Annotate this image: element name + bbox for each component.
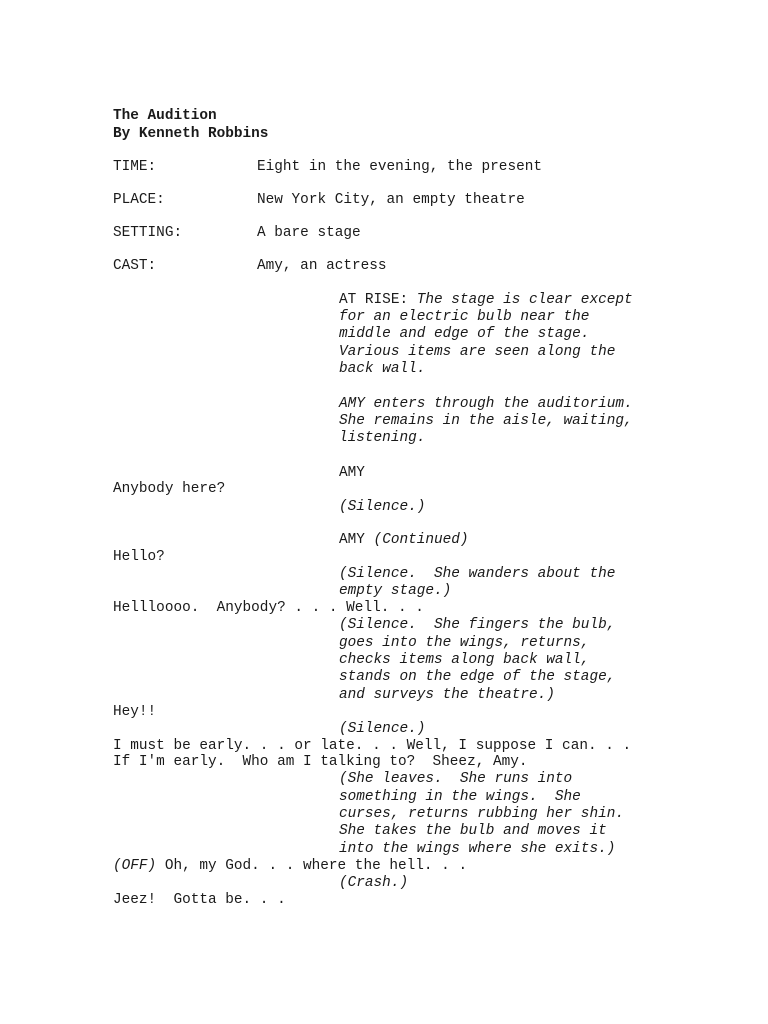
author-byline: By Kenneth Robbins [113, 126, 269, 142]
dialogue-line: If I'm early. Who am I talking to? Sheez, Amy. [113, 754, 528, 770]
stage-direction: (Silence.) [339, 721, 426, 737]
at-rise-line: for an electric bulb near the [339, 309, 590, 325]
at-rise-line: middle and edge of the stage. [339, 326, 590, 342]
dialogue-line: Jeez! Gotta be. . . [113, 892, 286, 908]
place-label: PLACE: [113, 192, 165, 208]
at-rise-line: back wall. [339, 361, 426, 377]
stage-direction: (Crash.) [339, 875, 409, 891]
dialogue-line: Hello? [113, 549, 165, 565]
entrance-direction: She remains in the aisle, waiting, [339, 413, 633, 429]
stage-direction: (Silence. She wanders about the [339, 566, 616, 582]
stage-direction: (She leaves. She runs into [339, 771, 573, 787]
stage-direction: goes into the wings, returns, [339, 635, 590, 651]
stage-direction: and surveys the theatre.) [339, 687, 555, 703]
entrance-direction: listening. [339, 430, 426, 446]
dialogue-line: Hey!! [113, 704, 157, 720]
stage-direction: curses, returns rubbing her shin. [339, 806, 624, 822]
stage-direction: (Silence.) [339, 499, 426, 515]
character-name: AMY [339, 465, 365, 481]
at-rise-line [339, 292, 633, 309]
place-value: New York City, an empty theatre [257, 192, 525, 208]
stage-direction: something in the wings. She [339, 789, 581, 805]
stage-direction: empty stage.) [339, 583, 452, 599]
setting-label: SETTING: [113, 225, 183, 241]
play-title: The Audition [113, 108, 217, 124]
stage-direction: (Silence. She fingers the bulb, [339, 617, 616, 633]
character-continued: (Continued) [364, 532, 469, 548]
at-rise-line: Various items are seen along the [339, 344, 616, 360]
dialogue-line: Hellloooo. Anybody? . . . Well. . . [113, 600, 424, 616]
time-value: Eight in the evening, the present [257, 159, 542, 175]
stage-direction: stands on the edge of the stage, [339, 669, 616, 685]
dialogue-line: Anybody here? [113, 481, 226, 497]
cast-value: Amy, an actress [257, 258, 387, 274]
setting-value: A bare stage [257, 225, 361, 241]
cast-label: CAST: [113, 258, 157, 274]
dialogue-line [113, 858, 467, 875]
stage-direction: She takes the bulb and moves it [339, 823, 607, 839]
stage-direction: into the wings where she exits.) [339, 841, 616, 857]
entrance-direction: AMY enters through the auditorium. [339, 396, 633, 412]
time-label: TIME: [113, 159, 157, 175]
offstage-marker: (OFF) [113, 858, 157, 874]
at-rise-label: AT RISE: [339, 292, 409, 308]
dialogue-line: I must be early. . . or late. . . Well, I suppose I can. . . [113, 738, 632, 754]
dialogue-text: Oh, my God. . . where the hell. . . [156, 858, 468, 874]
character-name-line [339, 532, 469, 549]
character-name: AMY [339, 532, 365, 548]
at-rise-text: The stage is clear except [408, 292, 633, 308]
stage-direction: checks items along back wall, [339, 652, 590, 668]
